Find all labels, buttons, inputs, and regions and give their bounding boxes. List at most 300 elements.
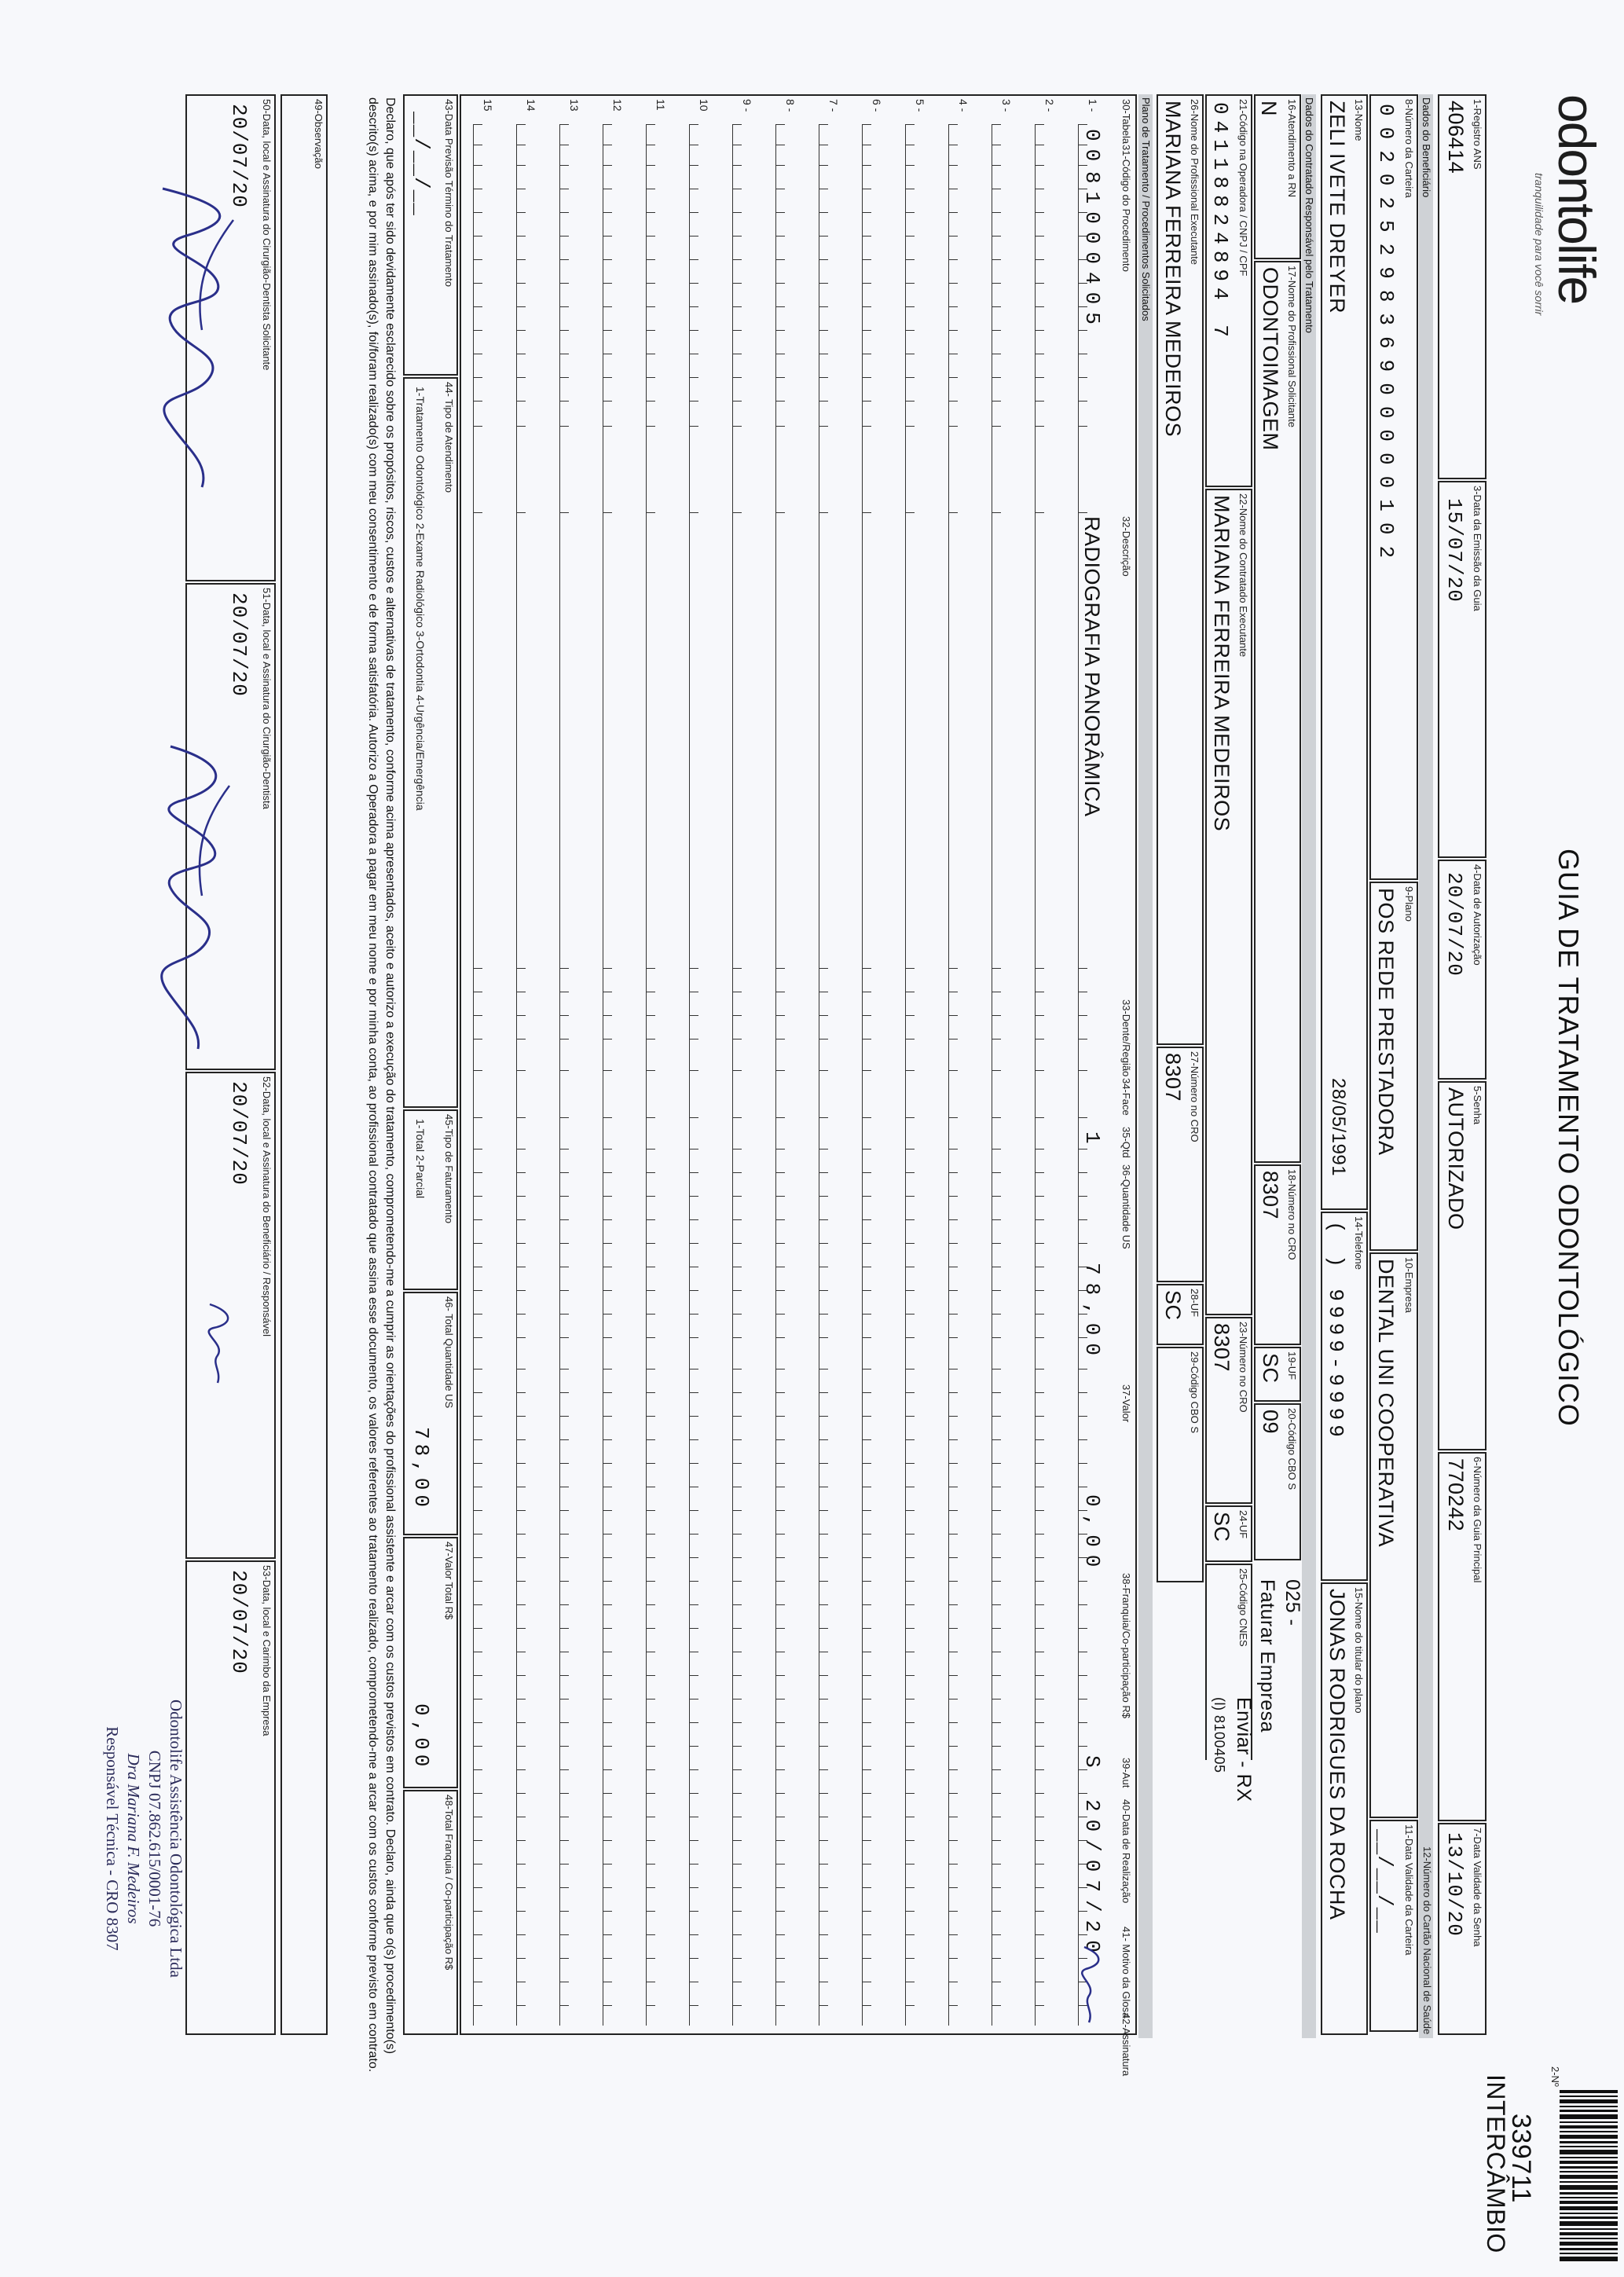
- cell-tick: [905, 306, 915, 307]
- cell-tick: [862, 2005, 871, 2006]
- row-baseline: [775, 124, 776, 2026]
- cro-exec-box: 23-Número no CRO 8307: [1205, 1317, 1252, 1504]
- cell-tick: [559, 1243, 569, 1244]
- cell-tick: [732, 1243, 742, 1244]
- cell-tick: [732, 512, 742, 513]
- cell-tick: [775, 1290, 785, 1291]
- signature-empresa-box: 53-Data, local e Carimbo da Empresa 20/07/20: [185, 1560, 276, 2035]
- cbo: 09: [1259, 1410, 1282, 1435]
- data-assinatura-51: 20/07/20: [227, 592, 251, 697]
- guide-number-label: 2-Nº: [1549, 2066, 1561, 2087]
- cell-tick: [732, 1149, 742, 1150]
- cell-tick: [862, 1958, 871, 1959]
- carteira-number: 00202529836900000102: [1374, 104, 1398, 570]
- cell-tick: [603, 306, 612, 307]
- cell-tick: [646, 401, 655, 402]
- cell-tick: [1078, 401, 1087, 402]
- cell-tick: [819, 1172, 828, 1173]
- cell-tick: [905, 1887, 915, 1888]
- cell-tick: [732, 306, 742, 307]
- cell-tick: [689, 1369, 698, 1370]
- cell-tick: [689, 512, 698, 513]
- cell-tick: [559, 1793, 569, 1794]
- cell-tick: [775, 1172, 785, 1173]
- cell-tick: [559, 377, 569, 378]
- tipo-faturamento-box: 45-Tipo de Faturamento 1-Total 2-Parcial: [403, 1109, 458, 1290]
- cell-tick: [992, 1557, 1001, 1558]
- senha-box: 5-Senha AUTORIZADO: [1438, 1081, 1487, 1450]
- row-valor: 0,00: [1080, 1494, 1104, 1575]
- cell-tick: [819, 1015, 828, 1016]
- row-number: 11: [654, 99, 667, 111]
- cell-tick: [559, 512, 569, 513]
- cell-tick: [862, 1369, 871, 1370]
- cell-tick: [473, 512, 482, 513]
- cell-tick: [1078, 124, 1087, 125]
- cell-tick: [473, 1746, 482, 1747]
- cell-tick: [516, 1070, 526, 1071]
- total-us: 78,00: [409, 1427, 433, 1512]
- cell-tick: [603, 1463, 612, 1464]
- cell-tick: [1078, 1439, 1087, 1440]
- cell-tick: [862, 377, 871, 378]
- cell-tick: [473, 2005, 482, 2006]
- col-franquia: 38-Franquia/Co-participação R$: [1120, 1573, 1132, 1718]
- cell-tick: [948, 1117, 958, 1118]
- cell-tick: [646, 1196, 655, 1197]
- cell-tick: [559, 1172, 569, 1173]
- contratado-exec: MARIANA FERREIRA MEDEIROS: [1210, 495, 1234, 832]
- cell-tick: [473, 1793, 482, 1794]
- cell-tick: [689, 1015, 698, 1016]
- cell-tick: [775, 165, 785, 166]
- cell-tick: [992, 426, 1001, 427]
- row1-signature: [1070, 1941, 1109, 2027]
- cell-tick: [905, 1746, 915, 1747]
- row-baseline: [732, 124, 733, 2026]
- cell-tick: [819, 165, 828, 166]
- cro-prof-box: 27-Número no CRO 8307: [1157, 1047, 1204, 1282]
- cell-tick: [689, 377, 698, 378]
- prof-exec-box: 26-Nome do Profissional Executante MARIANA FERREIRA MEDEIROS: [1157, 94, 1204, 1045]
- row-aut: S: [1080, 1755, 1104, 1776]
- cell-tick: [732, 1439, 742, 1440]
- uf-prof: SC: [1161, 1290, 1185, 1321]
- cell-tick: [473, 1911, 482, 1912]
- cell-tick: [646, 1769, 655, 1770]
- cell-tick: [948, 1149, 958, 1150]
- cell-tick: [819, 1722, 828, 1723]
- cell-tick: [905, 1369, 915, 1370]
- cell-tick: [516, 377, 526, 378]
- odontolife-logo: odontolife: [1548, 94, 1606, 304]
- annotation-025: 025 -: [1281, 1579, 1303, 1626]
- cell-tick: [1078, 1369, 1087, 1370]
- cell-tick: [905, 1149, 915, 1150]
- cell-tick: [992, 1416, 1001, 1417]
- cell-tick: [775, 1015, 785, 1016]
- col-dente: 33-Dente/Região: [1120, 999, 1132, 1077]
- cell-tick: [948, 1581, 958, 1582]
- cell-tick: [473, 1463, 482, 1464]
- cell-tick: [862, 1290, 871, 1291]
- cell-tick: [603, 1604, 612, 1605]
- cell-tick: [992, 1746, 1001, 1747]
- row-number: 7 -: [827, 99, 840, 112]
- cell-tick: [689, 306, 698, 307]
- cell-tick: [603, 1840, 612, 1841]
- procedure-row: [940, 96, 984, 2033]
- cell-tick: [689, 2005, 698, 2006]
- data-assinatura-50: 20/07/20: [227, 104, 251, 208]
- cell-tick: [473, 1172, 482, 1173]
- cell-tick: [689, 1439, 698, 1440]
- cell-tick: [1035, 1510, 1044, 1511]
- col-data-realizacao: 40-Data de Realização: [1120, 1799, 1132, 1904]
- cell-tick: [732, 1369, 742, 1370]
- cell-tick: [992, 401, 1001, 402]
- row-baseline: [1078, 124, 1079, 2026]
- cell-tick: [689, 1039, 698, 1040]
- cell-tick: [473, 1369, 482, 1370]
- cell-tick: [559, 165, 569, 166]
- cell-tick: [559, 1416, 569, 1417]
- dentist-signature-1: [123, 173, 257, 503]
- cell-tick: [732, 1911, 742, 1912]
- cell-tick: [732, 1196, 742, 1197]
- cell-tick: [646, 1840, 655, 1841]
- cell-tick: [516, 283, 526, 284]
- cell-tick: [732, 1070, 742, 1071]
- cell-tick: [516, 1699, 526, 1700]
- cell-tick: [862, 283, 871, 284]
- cell-tick: [862, 212, 871, 213]
- cell-tick: [905, 1722, 915, 1723]
- cell-tick: [819, 1219, 828, 1220]
- cell-tick: [473, 1039, 482, 1040]
- cell-tick: [775, 1439, 785, 1440]
- cell-tick: [603, 1934, 612, 1935]
- cell-tick: [603, 259, 612, 260]
- cell-tick: [775, 1219, 785, 1220]
- cell-tick: [1035, 1172, 1044, 1173]
- cell-tick: [473, 1581, 482, 1582]
- cell-tick: [646, 1243, 655, 1244]
- cell-tick: [992, 306, 1001, 307]
- cell-tick: [948, 1557, 958, 1558]
- cell-tick: [948, 1416, 958, 1417]
- guide-number: 339711: [1506, 2114, 1536, 2203]
- cell-tick: [732, 1117, 742, 1118]
- cell-tick: [732, 401, 742, 402]
- cell-tick: [603, 165, 612, 166]
- cell-tick: [1078, 1243, 1087, 1244]
- cell-tick: [992, 1604, 1001, 1605]
- row-number: 4 -: [957, 99, 970, 112]
- cell-tick: [862, 165, 871, 166]
- cell-tick: [992, 1439, 1001, 1440]
- cell-tick: [689, 1604, 698, 1605]
- cell-tick: [775, 1699, 785, 1700]
- cell-tick: [948, 1015, 958, 1016]
- cell-tick: [646, 1746, 655, 1747]
- cell-tick: [559, 401, 569, 402]
- prof-solicitante-box: 17-Nome do Profissional Solicitante ODONTOIMAGEM: [1254, 261, 1301, 1163]
- cell-tick: [473, 1699, 482, 1700]
- cell-tick: [992, 1149, 1001, 1150]
- col-codigo: 31-Código do Procedimento: [1120, 145, 1132, 272]
- cell-tick: [689, 426, 698, 427]
- cell-tick: [516, 1463, 526, 1464]
- cell-tick: [1035, 1604, 1044, 1605]
- cell-tick: [732, 1934, 742, 1935]
- guide-type: INTERCÂMBIO: [1482, 2074, 1510, 2253]
- col-aut: 39-Aut: [1120, 1758, 1132, 1788]
- cell-tick: [603, 1887, 612, 1888]
- cell-tick: [992, 283, 1001, 284]
- cell-tick: [1035, 1746, 1044, 1747]
- cell-tick: [992, 512, 1001, 513]
- cell-tick: [1035, 1369, 1044, 1370]
- cell-tick: [819, 1196, 828, 1197]
- cell-tick: [603, 1416, 612, 1417]
- cell-tick: [948, 1463, 958, 1464]
- cell-tick: [905, 1337, 915, 1338]
- cell-tick: [646, 1369, 655, 1370]
- cell-tick: [732, 426, 742, 427]
- cell-tick: [603, 1746, 612, 1747]
- cell-tick: [603, 1070, 612, 1071]
- cell-tick: [1035, 2005, 1044, 2006]
- cell-tick: [559, 1958, 569, 1959]
- cell-tick: [819, 1699, 828, 1700]
- cell-tick: [516, 1369, 526, 1370]
- row-number: 12: [611, 99, 624, 112]
- cell-tick: [992, 1793, 1001, 1794]
- validade-senha-box: 7-Data Validade da Senha 13/10/20: [1438, 1823, 1487, 2035]
- cell-tick: [992, 1290, 1001, 1291]
- cell-tick: [819, 512, 828, 513]
- data-emissao: 15/07/20: [1443, 498, 1466, 603]
- cell-tick: [1035, 1887, 1044, 1888]
- cell-tick: [473, 1510, 482, 1511]
- cell-tick: [516, 1628, 526, 1629]
- cell-tick: [775, 1510, 785, 1511]
- cell-tick: [559, 968, 569, 969]
- cell-tick: [992, 377, 1001, 378]
- cell-tick: [646, 1934, 655, 1935]
- cell-tick: [689, 1219, 698, 1220]
- cell-tick: [689, 1699, 698, 1700]
- signature-beneficiario-box: 52-Data, local e Assinatura do Beneficiário / Responsável 20/07/20: [185, 1072, 276, 1559]
- cell-tick: [732, 377, 742, 378]
- cell-tick: [603, 377, 612, 378]
- row-baseline: [689, 124, 690, 2026]
- cell-tick: [689, 1746, 698, 1747]
- cell-tick: [646, 1557, 655, 1558]
- cell-tick: [473, 1934, 482, 1935]
- cell-tick: [516, 512, 526, 513]
- cell-tick: [1078, 1604, 1087, 1605]
- telefone-box: 14-Telefone ( ) 9999-9999: [1321, 1212, 1368, 1581]
- cell-tick: [948, 1911, 958, 1912]
- procedure-row: [638, 96, 681, 2033]
- cell-tick: [948, 330, 958, 331]
- cell-tick: [473, 306, 482, 307]
- cell-tick: [732, 1337, 742, 1338]
- cell-tick: [603, 1510, 612, 1511]
- cell-tick: [775, 1039, 785, 1040]
- col-face: 34-Face: [1120, 1078, 1132, 1116]
- cell-tick: [862, 306, 871, 307]
- cell-tick: [905, 1793, 915, 1794]
- cell-tick: [1035, 401, 1044, 402]
- cell-tick: [516, 2005, 526, 2006]
- cell-tick: [948, 1290, 958, 1291]
- cell-tick: [646, 377, 655, 378]
- cell-tick: [732, 1219, 742, 1220]
- cell-tick: [1078, 1722, 1087, 1723]
- cell-tick: [948, 1887, 958, 1888]
- cell-tick: [473, 1840, 482, 1841]
- cell-tick: [646, 306, 655, 307]
- cell-tick: [775, 377, 785, 378]
- cell-tick: [992, 330, 1001, 331]
- cell-tick: [689, 1149, 698, 1150]
- row-codigo: 81000405: [1080, 171, 1104, 332]
- cell-tick: [516, 401, 526, 402]
- cell-tick: [775, 968, 785, 969]
- col-us: 36-Quantidade US: [1120, 1164, 1132, 1249]
- cell-tick: [689, 1675, 698, 1676]
- uf-exec-box: 24-UF SC: [1205, 1505, 1252, 1562]
- cell-tick: [732, 1958, 742, 1959]
- cell-tick: [948, 377, 958, 378]
- cell-tick: [646, 1581, 655, 1582]
- cbo-prof-box: 29-Código CBO S: [1157, 1347, 1204, 1582]
- cell-tick: [473, 1604, 482, 1605]
- cell-tick: [948, 1219, 958, 1220]
- cell-tick: [603, 212, 612, 213]
- cell-tick: [559, 1934, 569, 1935]
- cell-tick: [1035, 1463, 1044, 1464]
- cell-tick: [603, 1958, 612, 1959]
- cell-tick: [905, 1840, 915, 1841]
- cell-tick: [775, 306, 785, 307]
- cell-tick: [905, 259, 915, 260]
- cell-tick: [992, 1369, 1001, 1370]
- cell-tick: [948, 212, 958, 213]
- cell-tick: [1035, 1699, 1044, 1700]
- cell-tick: [603, 512, 612, 513]
- cell-tick: [559, 1196, 569, 1197]
- beneficiario-nome: ZELI IVETE DREYER: [1325, 101, 1349, 314]
- cell-tick: [1035, 968, 1044, 969]
- cell-tick: [905, 377, 915, 378]
- cell-tick: [1078, 1219, 1087, 1220]
- cell-tick: [473, 1290, 482, 1291]
- cell-tick: [992, 259, 1001, 260]
- cell-tick: [1035, 1934, 1044, 1935]
- cell-tick: [992, 1722, 1001, 1723]
- cell-tick: [862, 1557, 871, 1558]
- cell-tick: [732, 283, 742, 284]
- cell-tick: [775, 1196, 785, 1197]
- annotation-enviar-rx: Enviar - RX: [1233, 1697, 1255, 1802]
- cell-tick: [862, 259, 871, 260]
- cell-tick: [559, 1369, 569, 1370]
- cell-tick: [992, 1840, 1001, 1841]
- cell-tick: [905, 1699, 915, 1700]
- cell-tick: [1035, 1290, 1044, 1291]
- procedures-table: [460, 94, 1137, 2077]
- cell-tick: [819, 1039, 828, 1040]
- cell-tick: [992, 1337, 1001, 1338]
- cell-tick: [559, 1887, 569, 1888]
- cell-tick: [689, 330, 698, 331]
- cell-tick: [689, 1769, 698, 1770]
- telefone: ( ) 9999-9999: [1324, 1221, 1347, 1442]
- cell-tick: [905, 1628, 915, 1629]
- cell-tick: [1035, 1557, 1044, 1558]
- cell-tick: [516, 1604, 526, 1605]
- cell-tick: [646, 1675, 655, 1676]
- cell-tick: [646, 1392, 655, 1393]
- previsao-box: 43-Data Previsão Término do Tratamento __/__/__: [403, 94, 458, 376]
- cell-tick: [1035, 1219, 1044, 1220]
- cell-tick: [862, 1337, 871, 1338]
- cell-tick: [1035, 1793, 1044, 1794]
- cell-tick: [819, 259, 828, 260]
- cell-tick: [1035, 1439, 1044, 1440]
- cell-tick: [559, 1463, 569, 1464]
- cell-tick: [862, 330, 871, 331]
- cell-tick: [862, 124, 871, 125]
- cell-tick: [516, 259, 526, 260]
- row-quantidade-us: 78,00: [1080, 1263, 1104, 1364]
- cell-tick: [905, 1769, 915, 1770]
- cell-tick: [646, 1337, 655, 1338]
- cell-tick: [905, 283, 915, 284]
- cell-tick: [992, 968, 1001, 969]
- cell-tick: [819, 283, 828, 284]
- cell-tick: [516, 968, 526, 969]
- procedure-row: [854, 96, 897, 2033]
- cell-tick: [689, 1290, 698, 1291]
- cell-tick: [775, 1958, 785, 1959]
- cro-box: 18-Número no CRO 8307: [1254, 1164, 1301, 1345]
- cell-tick: [1035, 1911, 1044, 1912]
- cell-tick: [473, 330, 482, 331]
- cell-tick: [646, 1510, 655, 1511]
- declaracao-text: Declaro, que após ter sido devidamente esclarecido sobre os propósitos, riscos, custos e alternativas de tratamento, conforme acima apresentados, aceito e autorizo a execução do tratamento, comprometendo-me a cumprir as orientações do profissional assistente e arcar com os custos previstos em contrato. Declaro, ainda que o(s) procedimento(s) descrito(s) acima, e por mim assinado(s), foi/foram realizado(s) com meu consentimento e de forma satisfatória. Autorizo a Operadora a pagar em meu nome e por minha conta, ao profissional contratado que assina esse documento, os valores referentes ao tratamento realizado, comprometendo-me a arcar com os custos conforme previsto em contrato.: [366, 97, 397, 2073]
- cell-tick: [819, 330, 828, 331]
- cell-tick: [689, 283, 698, 284]
- empresa-box: 10-Empresa DENTAL UNI COOPERATIVA: [1369, 1252, 1418, 1818]
- procedure-row: [595, 96, 638, 2033]
- guia-principal: 770242: [1444, 1458, 1468, 1532]
- cell-tick: [1035, 1769, 1044, 1770]
- row-baseline: [473, 124, 474, 2026]
- beneficiario-signature: [194, 1296, 241, 1391]
- cell-tick: [1035, 1581, 1044, 1582]
- cell-tick: [948, 1039, 958, 1040]
- cell-tick: [819, 1117, 828, 1118]
- cell-tick: [862, 1070, 871, 1071]
- cell-tick: [948, 1369, 958, 1370]
- cell-tick: [948, 1722, 958, 1723]
- cell-tick: [1035, 1015, 1044, 1016]
